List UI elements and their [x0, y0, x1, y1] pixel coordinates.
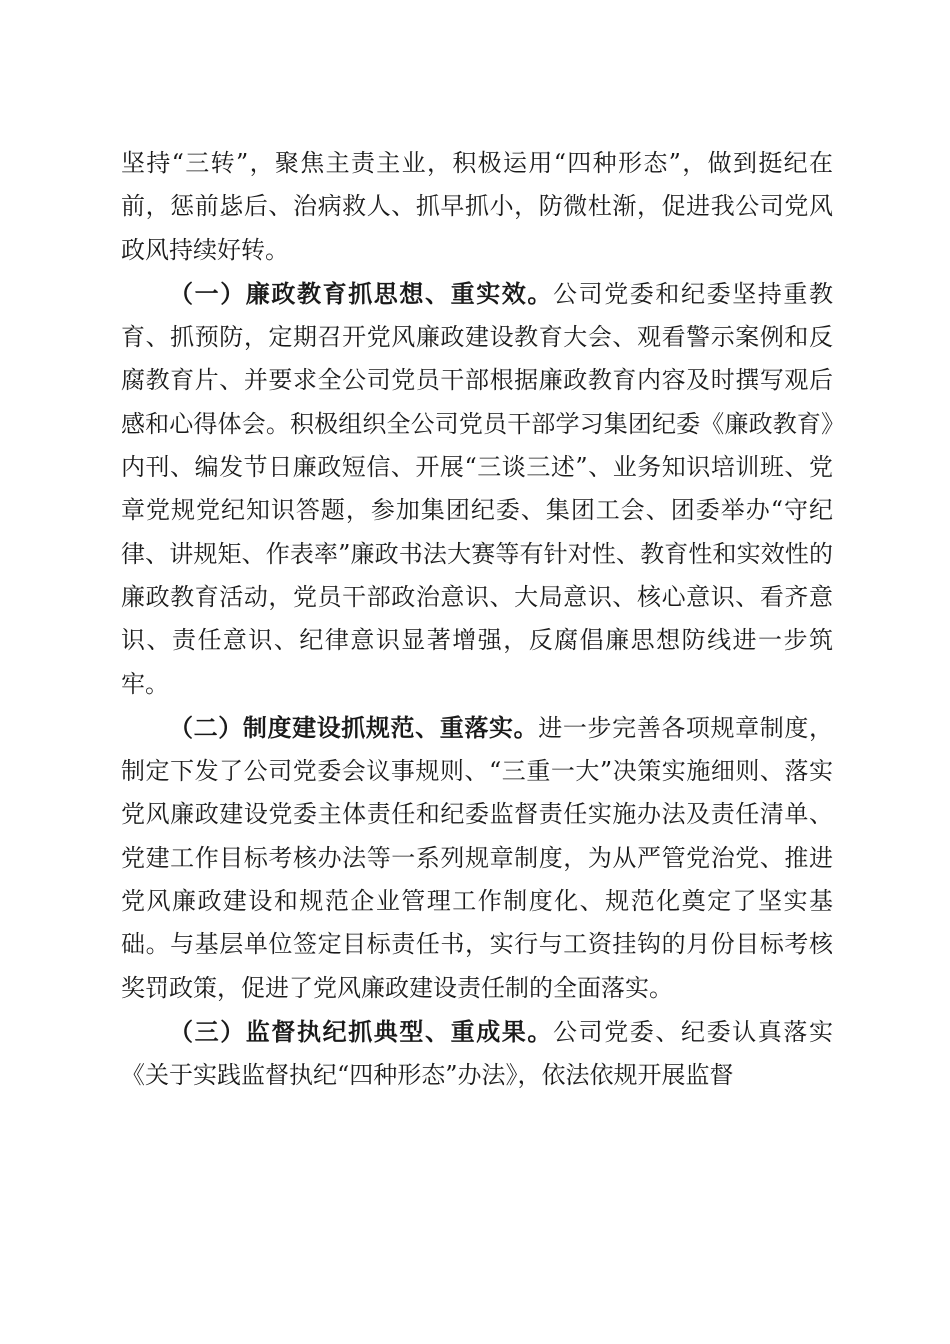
section-1-text: 公司党委和纪委坚持重教育、抓预防，定期召开党风廉政建设教育大会、观看警示案例和反腐教育片、并要求全公司党员干部根据廉政教育内容及时撰写观后感和心得体会。积极组织全公司党员干部学习集团纪委《廉政教育》内刊、编发节日廉政短信、开展“三谈三述”、业务知识培训班、党章党规党纪知识答题，参加集团纪委、集团工会、团委举办“守纪律、讲规矩、作表率”廉政书法大赛等有针对性、教育性和实效性的廉政教育活动，党员干部政治意识、大局意识、核心意识、看齐意识、责任意识、纪律意识显著增强，反腐倡廉思想防线进一步筑牢。 — [121, 279, 833, 698]
section-1-heading: （一）廉政教育抓思想、重实效。 — [169, 278, 553, 308]
paragraph-intro — [121, 142, 833, 272]
paragraph-section-1 — [121, 272, 833, 706]
document-body — [121, 142, 833, 1098]
paragraph-section-3 — [121, 1010, 833, 1098]
section-2-heading: （二）制度建设抓规范、重落实。 — [169, 712, 539, 742]
section-3-text: 公司党委、纪委认真落实《关于实践监督执纪“四种形态”办法》，依法依规开展监督 — [121, 1017, 833, 1090]
section-3-heading: （三）监督执纪抓典型、重成果。 — [169, 1016, 553, 1046]
paragraph-intro-text: 坚持“三转”，聚焦主责主业，积极运用“四种形态”，做到挺纪在前，惩前毖后、治病救人、抓早抓小，防微杜渐，促进我公司党风政风持续好转。 — [121, 149, 833, 264]
paragraph-section-2 — [121, 706, 833, 1010]
section-2-text: 进一步完善各项规章制度，制定下发了公司党委会议事规则、“三重一大”决策实施细则、落实党风廉政建设党委主体责任和纪委监督责任实施办法及责任清单、党建工作目标考核办法等一系列规章制度，为从严管党治党、推进党风廉政建设和规范企业管理工作制度化、规范化奠定了坚实基础。与基层单位签定目标责任书，实行与工资挂钩的月份目标考核奖罚政策，促进了党风廉政建设责任制的全面落实。 — [121, 713, 834, 1002]
